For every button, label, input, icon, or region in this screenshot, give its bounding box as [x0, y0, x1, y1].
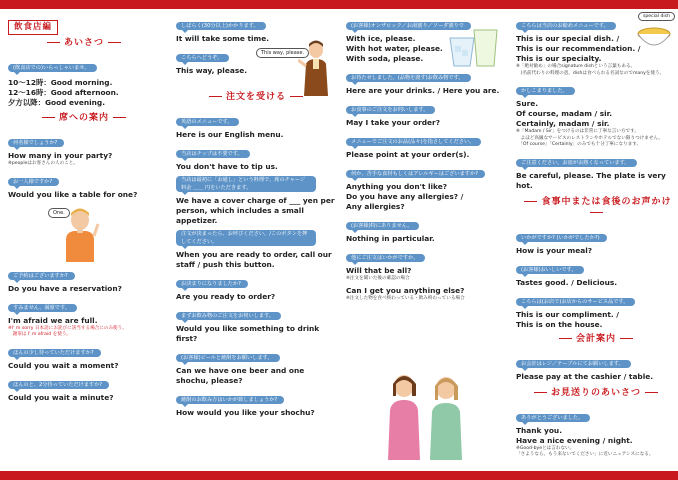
phrase-meal: How is your meal?	[516, 245, 593, 255]
note-special: (名前代わりの料理の意。dishは食べられる名詞なのでmanyを使う。	[516, 70, 665, 76]
phrase-here-drinks: Here are your drinks. / Here you are.	[346, 86, 500, 95]
phrase-payment: Please pay at the cashier / table.	[516, 371, 654, 381]
column-4	[516, 12, 676, 459]
prompt-meal: いかがですか? (いかがでしたか?)	[516, 234, 607, 242]
note-certainly: ※「Madam / Sir」をつけるのは非常に丁寧な言い方です。	[516, 129, 639, 134]
phrase-ice: With ice, please.	[346, 34, 416, 43]
phrase-wait-minute: Could you wait a minute?	[8, 392, 114, 402]
customers-illustration	[376, 370, 476, 462]
phrase-compliment: This is on the house.	[516, 319, 603, 329]
prompt-ready: お決まりになりましたか?	[176, 280, 248, 288]
prompt-here-drinks: お待たせしました。(品物を渡す)お飲み物です。	[346, 74, 471, 82]
speech-bubble-way: This way, please.	[256, 48, 309, 58]
phrase-tip: You don't have to tip us.	[176, 162, 278, 171]
phrase-people: How many in your party?	[8, 151, 113, 160]
prompt-full: すみません、満席です。	[8, 304, 77, 312]
note-certainly: 「Of course」「Certainly」のみでも十分丁寧になります。	[516, 142, 642, 147]
customer-illustration-area	[8, 200, 160, 262]
phrase-special: This is our recommendation. /	[516, 44, 641, 53]
greetings-prompt: (飲食店での)いらっしゃいませ。	[8, 64, 97, 72]
top-red-band	[0, 0, 678, 9]
waiter-illustration	[298, 38, 334, 98]
customer-man-illustration	[60, 206, 100, 262]
phrase-thanks: Have a nice evening / night.	[516, 435, 633, 445]
phrase-beer: Can we have one beer and one shochu, please?	[176, 366, 305, 385]
phrase-special: This is our special dish. /	[516, 34, 620, 43]
phrase-point: Please point at your order(s).	[346, 150, 470, 159]
note-goodbye: ※Good-byeとは言わない。	[516, 445, 575, 451]
greeting-line: 10〜12時：Good morning.	[8, 78, 113, 87]
column-2	[176, 12, 336, 418]
special-dish-label: special dish	[638, 12, 675, 21]
phrase-else: Can I get you anything else?	[346, 285, 465, 295]
prompt-careful: ご注意ください。お皿がお熱くなっています。	[516, 159, 637, 167]
drinks-illustration	[446, 26, 498, 68]
phrase-take-order: May I take your order?	[346, 118, 440, 127]
phrase-nothing: Nothing in particular.	[346, 234, 435, 243]
prompt-reservation: ご予約はございますか?	[8, 272, 75, 280]
prompt-compliment: こちらは(お店で)お店からのサービス品です。	[516, 298, 635, 306]
phrase-call-staff: When you are ready to order, call our staff / push this button.	[176, 250, 332, 269]
prompt-shochu: 焼酎のお飲み方はいかが致しましょうか?	[176, 396, 284, 404]
prompt-thanks: ありがとうございました。	[516, 414, 590, 422]
phrase-menu: Here is our English menu.	[176, 130, 284, 139]
phrase-ready: Are you ready to order?	[176, 292, 276, 301]
note-else: ※注文した物を食べ終わっている・飲み終わっている場合	[346, 295, 465, 301]
phrase-this-way: This way, please.	[176, 66, 248, 75]
phrase-wait: Could you wait a moment?	[8, 360, 119, 370]
farewell-heading: お見送りのあいさつ	[516, 388, 676, 399]
phrase-time: It will take some time.	[176, 34, 270, 43]
prompt-payment: お会計はレジ／テーブルにてお願いします。	[516, 360, 631, 368]
greeting-line: 12〜16時：Good afternoon.	[8, 88, 119, 97]
note-full: ※I' m sorry 日本語にお詫びに該当する場合にのみ使う。	[8, 325, 127, 331]
prompt-tastes-good: (お客様)おいしいです。	[516, 266, 584, 274]
phrase-drink-first: Would you like something to drink first?	[176, 324, 320, 343]
phrase-thanks: Thank you.	[516, 425, 563, 435]
phrase-ice: With hot water, please.	[346, 44, 443, 53]
prompt-menu: 英語のメニューです。	[176, 118, 239, 126]
prompt-people: 何名様でしょうか?	[8, 139, 64, 147]
phrase-compliment: This is our compliment. /	[516, 309, 619, 319]
phrase-certainly: Certainly, madam / sir.	[516, 119, 610, 128]
phrase-reservation: Do you have a reservation?	[8, 283, 122, 293]
greeting-line: 夕方以降：Good evening.	[8, 98, 106, 107]
note-certainly: よほど高級なサービスのレストランやホテルでない限りつけません。	[516, 135, 663, 141]
phrase-certainly: Of course, madam / sir.	[516, 109, 613, 118]
phrase-allergy: Do you have any allergies? /	[346, 192, 464, 201]
bottom-red-band	[0, 471, 678, 480]
phrase-special: This is our specialty.	[516, 54, 602, 63]
prompt-cover-charge: 当店は最初に「お通し」という料理で、席のチャージ料金 ＿＿ 円をいただきます。	[176, 176, 316, 192]
order-heading: 注文を受ける	[176, 92, 336, 103]
phrase-full: I'm afraid we are full.	[8, 315, 98, 325]
phrase-all: Will that be all?	[346, 266, 412, 275]
note-goodbye: 「さようなら、もう来ないでください」に近いニュアンスになる。	[516, 452, 654, 457]
phrase-certainly: Sure.	[516, 99, 539, 108]
payment-heading: 会計案内	[516, 334, 676, 345]
prompt-point: メニューでご注文のお品(品々)を指さしてください。	[346, 138, 481, 146]
phrase-allergy: Anything you don't like?	[346, 182, 448, 191]
note-special: ※「絶対勧め」の場合signature dishという言葉もある。	[516, 64, 636, 69]
prompt-special: こちらは当店のお勧めメニューです。	[516, 22, 616, 30]
prompt-table: お一人様ですか?	[8, 178, 59, 186]
prompt-wait-minute: ほんのと、2分待っていただけますか?	[8, 381, 109, 389]
prompt-call-staff: 注文が決まったら、お呼びください。/このボタンを押してください。	[176, 230, 316, 246]
prompt-this-way: こちらへどうぞ。	[176, 54, 229, 62]
prompt-time: しばらく(30分以上)かかります。	[176, 22, 266, 30]
prompt-ice: (お客様)オンザロック／お湯割り／ソーダ割りで	[346, 22, 471, 30]
prompt-anything-else: 他にご注文はいかがですか。	[346, 254, 425, 262]
phrase-tastes-good: Tastes good. / Delicious.	[516, 277, 618, 287]
prompt-wait: ほんの少し待っていただけますか?	[8, 349, 101, 357]
column-1	[8, 14, 160, 403]
greetings-heading: あいさつ	[8, 38, 160, 49]
document-title: 飲食店編	[8, 20, 58, 35]
seating-heading: 席への案内	[8, 113, 160, 124]
prompt-nothing: (お客様)特にありません。	[346, 222, 419, 230]
meal-heading: 食事中または食後のお声かけ	[516, 197, 676, 219]
phrase-table: Would you like a table for one?	[8, 189, 138, 199]
prompt-certainly: かしこまりました。	[516, 87, 575, 95]
prompt-allergy: 何か、苦手な食材もしくはアレルギーはございますか?	[346, 170, 485, 178]
phrase-shochu: How would you like your shochu?	[176, 408, 315, 417]
note-people: ※peopleはお客さんの人のこと。	[8, 161, 78, 166]
phrase-ice: With soda, please.	[346, 54, 424, 63]
phrase-careful: Be careful, please. The plate is very hot.	[516, 170, 666, 190]
prompt-tip: 当店はチップは不要です。	[176, 150, 250, 158]
speech-bubble-one: One.	[48, 208, 70, 218]
note-full: 謝罪は I' m afraid を使う。	[8, 332, 72, 337]
phrase-allergy: Any allergies?	[346, 202, 405, 211]
note-all: ※注文を聞いた後の確認の場合	[346, 276, 410, 281]
prompt-beer: (お客様)ビールと焼酎をお願いします。	[176, 354, 280, 362]
prompt-drink-first: まずお飲み物のご注文をお伺いします。	[176, 312, 281, 320]
special-dish-bowl-illustration	[636, 22, 672, 50]
column-3	[346, 12, 506, 302]
prompt-take-order: お食事のご注文をお伺いします。	[346, 106, 435, 114]
phrase-cover-charge: We have a cover charge of ___ yen per person, which includes a small appetizer.	[176, 196, 335, 225]
